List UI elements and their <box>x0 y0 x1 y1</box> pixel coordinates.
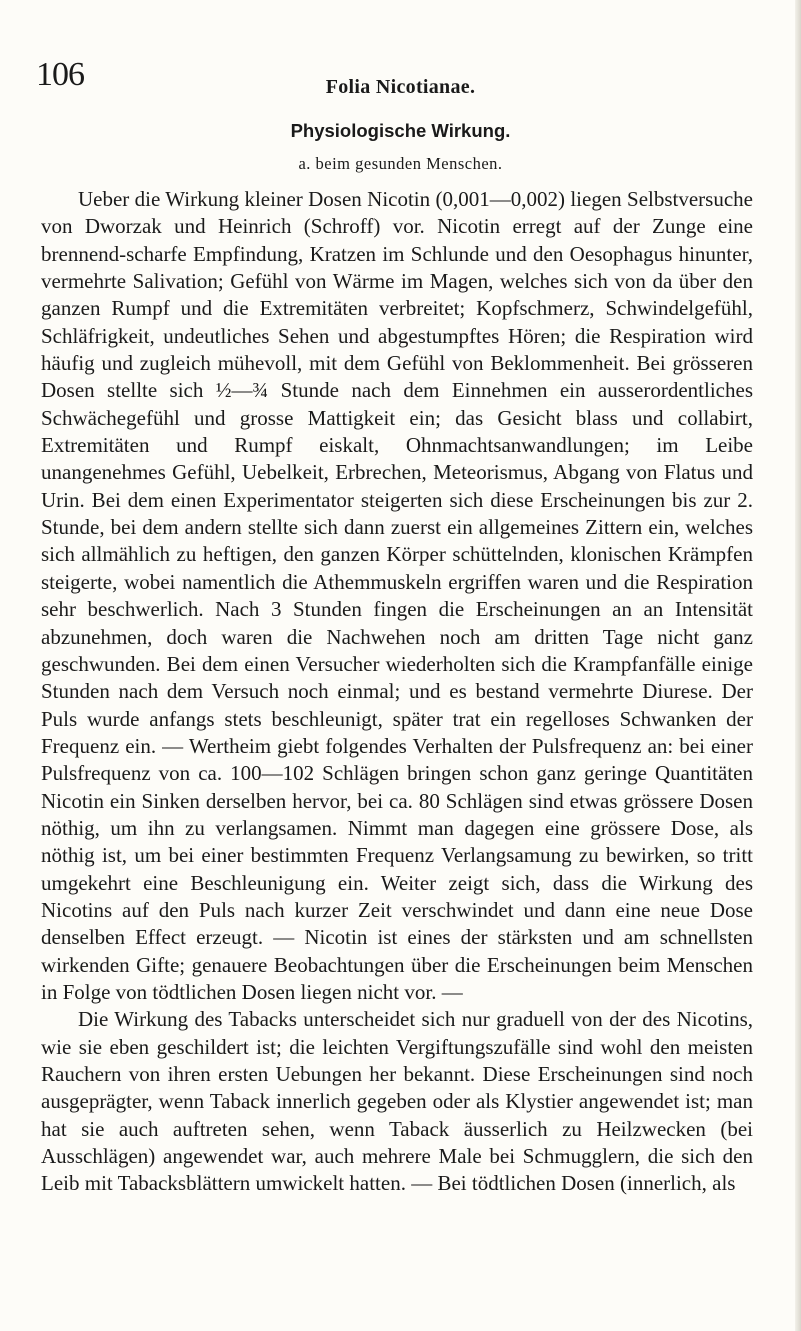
paragraph: Ueber die Wirkung kleiner Dosen Nicotin (0,001—0,002) liegen Selbstversuche von Dworzak und Heinrich (Schroff) vor. Nicotin erregt auf der Zunge eine brennend-scharfe Empfindung, Kratzen im Schlunde und den Oesophagus hinunter, vermehrte Salivation; Gefühl von Wärme im Magen, welches sich von da über den ganzen Rumpf und die Extremitäten verbreitet; Kopfschmerz, Schwindelgefühl, Schläfrigkeit, undeutliches Sehen und abgestumpftes Hören; die Respiration wird häufig und zugleich mühevoll, mit dem Gefühl von Beklommenheit. Bei grösseren Dosen stellte sich ½—¾ Stunde nach dem Einnehmen ein ausserordentliches Schwächegefühl und grosse Mattigkeit ein; das Gesicht blass und collabirt, Extremitäten und Rumpf eiskalt, Ohnmachtsanwandlungen; im Leibe unangenehmes Gefühl, Uebelkeit, Erbrechen, Meteorismus, Abgang von Flatus und Urin. Bei dem einen Experimentator steigerten sich diese Erscheinungen bis zur 2. Stunde, bei dem andern stellte sich dann zuerst ein allgemeines Zittern ein, welches sich allmählich zu heftigen, den ganzen Körper schüttelnden, klonischen Krämpfen steigerte, wobei namentlich die Athemmuskeln ergriffen waren und die Respiration sehr beschwerlich. Nach 3 Stunden fingen die Erscheinungen an an Intensität abzunehmen, doch waren die Nachwehen noch am dritten Tage nicht ganz geschwunden. Bei dem einen Versucher wiederholten sich die Krampfanfälle einige Stunden nach dem Versuch noch einmal; und es bestand vermehrte Diurese. Der Puls wurde anfangs stets beschleunigt, später trat ein regelloses Schwanken der Frequenz ein. — Wertheim giebt folgendes Verhalten der Pulsfrequenz an: bei einer Pulsfrequenz von ca. 100—102 Schlägen bringen schon ganz geringe Quantitäten Nicotin ein Sinken derselben hervor, bei ca. 80 Schlägen sind etwas grössere Dosen nöthig, um ihn zu verlangsamen. Nimmt man dagegen eine grössere Dose, als nöthig ist, um bei einer bestimmten Frequenz Verlangsamung zu bewirken, so tritt umgekehrt eine Beschleunigung ein. Weiter zeigt sich, dass die Wirkung des Nicotins auf den Puls nach kurzer Zeit verschwindet und dann eine neue Dose denselben Effect erzeugt. — Nicotin ist eines der stärksten und am schnellsten wirkenden Gifte; genauere Beobachtungen über die Erscheinungen beim Menschen in Folge von tödtlichen Dosen liegen nicht vor. — <box>41 187 753 1004</box>
page-number: 106 <box>36 56 84 93</box>
paragraph: Die Wirkung des Tabacks unterscheidet sich nur graduell von der des Nicotins, wie sie eben geschildert ist; die leichten Vergiftungszufälle sind wohl den meisten Rauchern von ihren ersten Uebungen her bekannt. Diese Erscheinungen sind noch ausgeprägter, wenn Taback innerlich gegeben oder als Klystier angewendet ist; man hat sie auch auftreten sehen, wenn Taback äusserlich zu Heilzwecken (bei Ausschlägen) angewendet war, auch mehrere Male bei Schmugglern, die sich den Leib mit Tabacksblättern umwickelt hatten. — Bei tödtlichen Dosen (innerlich, als <box>41 1007 753 1196</box>
running-title: Folia Nicotianae. <box>325 76 476 98</box>
body-text <box>41 186 753 1198</box>
subsection-title: a. beim gesunden Menschen. <box>298 154 503 173</box>
page-edge <box>795 0 801 1331</box>
section-title: Physiologische Wirkung. <box>290 120 511 141</box>
